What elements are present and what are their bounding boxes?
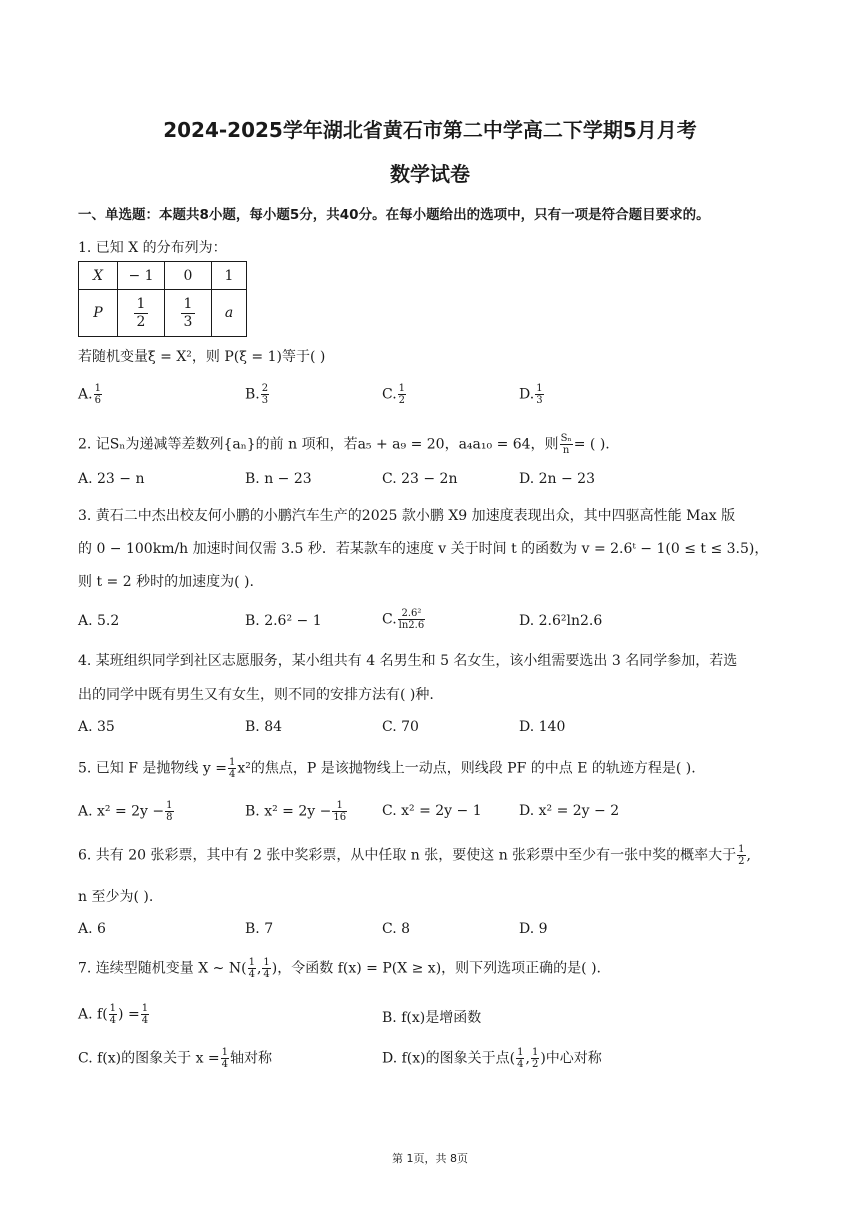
q1-option-b: B. $\frac{2}{3}$: [245, 383, 269, 406]
q3-option-d: D. 2.6²ln2.6: [519, 613, 603, 629]
q2-option-b: B. n − 23: [245, 471, 312, 487]
section-heading: 一、单选题：本题共8小题，每小题5分，共40分。在每小题给出的选项中，只有一项是符合题目要求的。: [78, 207, 710, 223]
distribution-table: [78, 261, 247, 337]
q2-option-c: C. 23 − 2n: [382, 471, 458, 487]
question-3-line-1: 3. 黄石二中杰出校友何小鹏的小鹏汽车生产的2025 款小鹏 X9 加速度表现出众，其中四驱高性能 Max 版: [78, 508, 736, 524]
table-cell: X: [79, 262, 118, 290]
table-cell: − 1: [118, 262, 165, 290]
q7-option-a: A. f( $\frac{1}{4}$ ) = $\frac{1}{4}$: [78, 1003, 149, 1026]
table-cell: a: [212, 290, 247, 337]
question-4-line-2: 出的同学中既有男生又有女生，则不同的安排方法有( )种.: [78, 687, 434, 703]
q2-option-d: D. 2n − 23: [519, 471, 595, 487]
table-row: [79, 290, 247, 337]
q2-option-a: A. 23 − n: [78, 471, 145, 487]
question-4-line-1: 4. 某班组织同学到社区志愿服务，某小组共有 4 名男生和 5 名女生，该小组需要选出 3 名同学参加，若选: [78, 653, 738, 669]
q4-option-c: C. 70: [382, 719, 419, 735]
table-row: [79, 262, 247, 290]
q4-option-d: D. 140: [519, 719, 566, 735]
q5-option-d: D. x² = 2y − 2: [519, 803, 620, 819]
q1-option-d: D. $\frac{1}{3}$: [519, 383, 543, 406]
q3-option-a: A. 5.2: [78, 613, 120, 629]
q4-option-b: B. 84: [245, 719, 283, 735]
table-cell: P: [79, 290, 118, 337]
q6-option-a: A. 6: [78, 921, 106, 937]
q5-option-b: B. x² = 2y − $\frac{1}{16}$: [245, 800, 347, 823]
table-cell: 1: [212, 262, 247, 290]
question-6-line-2: n 至少为( ).: [78, 889, 154, 905]
q5-option-a: A. x² = 2y − $\frac{1}{8}$: [78, 800, 173, 823]
question-5-stem: 5. 已知 F 是抛物线 y = $\frac{1}{4}$ x²的焦点，P 是该抛物线上一动点，则线段 PF 的中点 E 的轨迹方程是( ).: [78, 757, 696, 780]
q1-option-a: A. $\frac{1}{6}$: [78, 383, 101, 406]
exam-title: 2024-2025学年湖北省黄石市第二中学高二下学期5月月考: [163, 118, 697, 142]
table-cell: 0: [165, 262, 212, 290]
table-cell: $\frac{1}{2}$: [118, 290, 165, 337]
question-1-stem: 1. 已知 X 的分布列为：: [78, 240, 227, 256]
q3-option-b: B. 2.6² − 1: [245, 613, 322, 629]
table-cell: $\frac{1}{3}$: [165, 290, 212, 337]
question-3-line-3: 则 t = 2 秒时的加速度为( ).: [78, 574, 254, 590]
q6-option-c: C. 8: [382, 921, 411, 937]
q5-option-c: C. x² = 2y − 1: [382, 803, 482, 819]
q6-option-b: B. 7: [245, 921, 274, 937]
question-2-stem: 2. 记Sₙ为递减等差数列{aₙ}的前 n 项和，若a₅ + a₉ = 20，a₄a₁₀ = 64，则 $\frac{\text{Sₙ}}{n}$ = ( ).: [78, 433, 610, 456]
q7-option-b: B. f(x)是增函数: [382, 1010, 482, 1026]
q3-option-c: C. $\frac{\text{2.6²}}{\ln 2.6}$: [382, 608, 425, 631]
q4-option-a: A. 35: [78, 719, 115, 735]
q7-option-d: D. f(x)的图象关于点( $\frac{1}{4}$ , $\frac{1}{2}$ )中心对称: [382, 1047, 602, 1070]
question-6-line-1: 6. 共有 20 张彩票，其中有 2 张中奖彩票，从中任取 n 张，要使这 n 张彩票中至少有一张中奖的概率大于 $\frac{1}{2}$ ,: [78, 844, 751, 867]
q1-option-c: C. $\frac{1}{2}$: [382, 383, 406, 406]
exam-subtitle: 数学试卷: [390, 162, 470, 186]
page-footer: 第 1页，共 8页: [392, 1152, 468, 1165]
q6-option-d: D. 9: [519, 921, 548, 937]
question-1-condition: 若随机变量ξ = X²，则 P(ξ = 1)等于( ): [78, 349, 326, 365]
q7-option-c: C. f(x)的图象关于 x = $\frac{1}{4}$ 轴对称: [78, 1047, 273, 1070]
question-7-stem: 7. 连续型随机变量 X ∼ N( $\frac{1}{4}$ , $\frac{1}{4}$ )，令函数 f(x) = P(X ≥ x)，则下列选项正确的是( ).: [78, 957, 601, 980]
question-3-line-2: 的 0 − 100km/h 加速时间仅需 3.5 秒．若某款车的速度 v 关于时间 t 的函数为 v = 2.6ᵗ − 1(0 ≤ t ≤ 3.5)，: [78, 541, 769, 557]
